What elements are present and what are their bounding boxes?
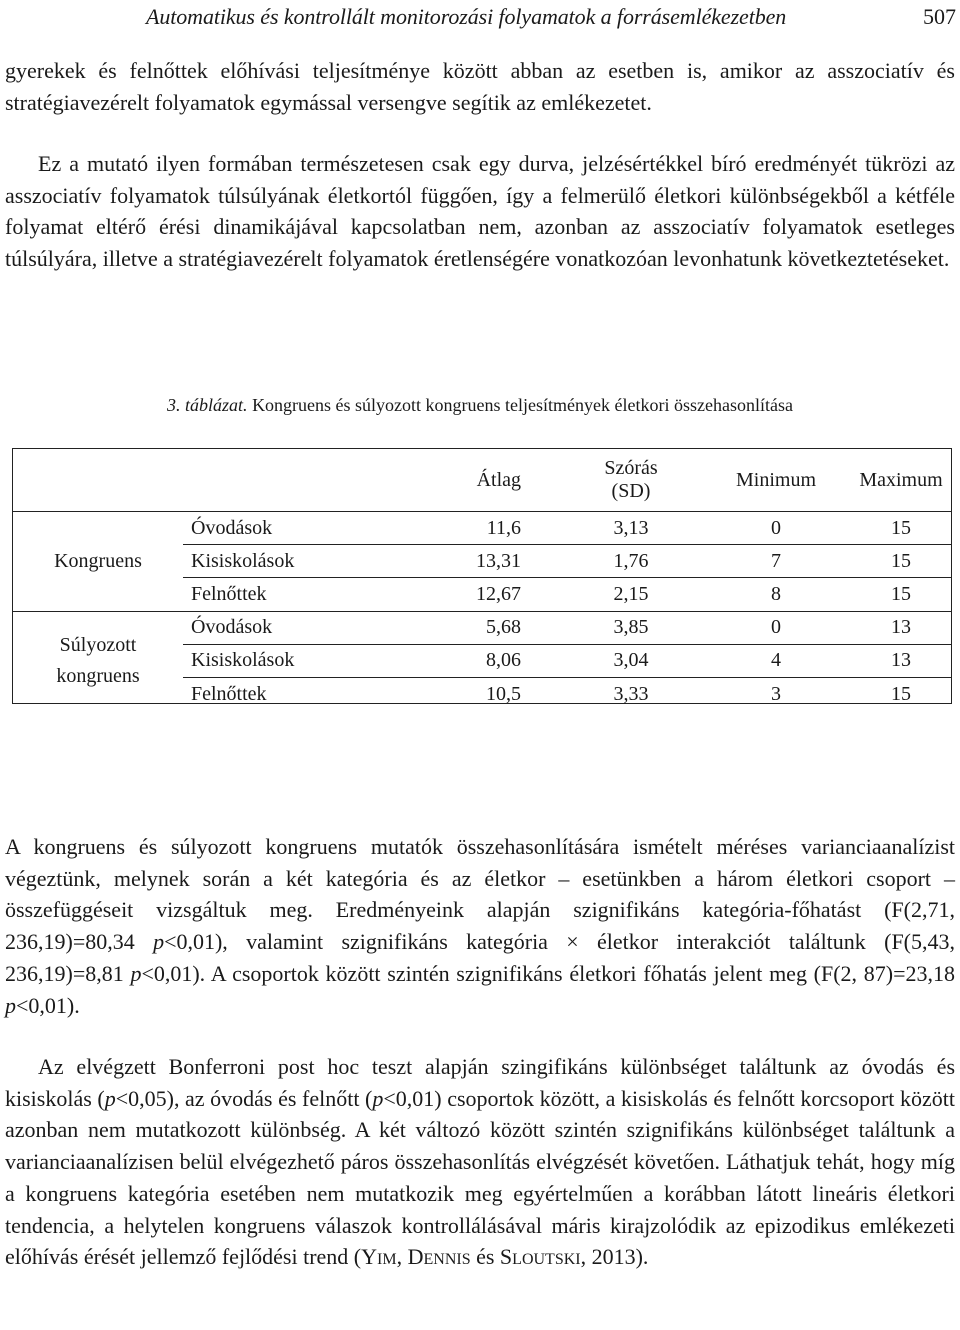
citation-author-smallcaps: IM bbox=[377, 1251, 397, 1269]
group-label-line1: Súlyozott bbox=[59, 633, 137, 656]
text-run: A kongruens és súlyozott kongruens mutatók összehasonlítására ismételt méréses varianciaanalízist végeztünk, melynek során a két kategória és az életkor – esetünkben a három életkori csoport – összefüggéseit vizsgáltuk meg. Eredményeink alapján szignifikáns kategória-főhatást (F(2,71, 236,19)=80,34 bbox=[5, 834, 955, 955]
citation-author-smallcaps: LOUTSKI bbox=[512, 1251, 581, 1269]
sd-value: 3,13 bbox=[561, 512, 701, 545]
text-run: <0,01). bbox=[16, 992, 80, 1018]
citation-author-initial: Y bbox=[361, 1244, 378, 1270]
header-minimum: Minimum bbox=[735, 468, 816, 491]
text-run: Az elvégzett Bonferroni post hoc teszt alapján szingifikáns különbséget találtunk az óvodás és kisiskolás ( bbox=[5, 1054, 955, 1111]
min-value: 7 bbox=[701, 545, 851, 578]
mean-value: 12,67 bbox=[371, 578, 561, 611]
max-value: 13 bbox=[851, 611, 951, 644]
p-symbol: p bbox=[372, 1085, 384, 1111]
sd-value: 3,04 bbox=[561, 644, 701, 677]
text-run: <0,01) csoportok között, a kisiskolás és felnőtt korcsoport között azonban nem mutatkozott különbség. A két változó között szintén szignifikáns különbséget találtunk a varianciaanalízisen belül elvégezhető páros összehasonlítás elvégzését követően. Láthatjuk tehát, hogy míg a kongruens kategória esetében nem mutatkozik meg egyértelműen a korábban látott lineáris életkori tendencia, a helytelen kongruens válaszok kontrollálásával máris kirajzolódik az epizodikus emlékezeti előhívás érését jellemző fejlődési trend ( bbox=[5, 1085, 956, 1270]
text-run: <0,01). A csoportok között szintén szignifikáns életkori főhatás jelent meg (F(2, 87)=23,18 bbox=[141, 960, 955, 986]
min-value: 8 bbox=[701, 578, 851, 611]
header-empty bbox=[13, 449, 183, 512]
min-value: 4 bbox=[701, 644, 851, 677]
p-symbol: p bbox=[5, 992, 16, 1018]
text-run: ). bbox=[635, 1244, 649, 1270]
results-table bbox=[12, 448, 952, 704]
citation-separator: és bbox=[470, 1244, 500, 1270]
max-value: 15 bbox=[851, 512, 951, 545]
paragraph-interpretation: Ez a mutató ilyen formában természetesen csak egy durva, jelzésértékkel bíró eredményét tükrözi az asszociatív folyamatok túlsúlyának életkortól függően, így a felmerülő életkori különbségekből a kétféle folyamat eltérő érési dinamikájával kapcsolatban nem, azonban az asszociatív folyamatok esetleges túlsúlyára, illetve a stratégiavezérelt folyamatok éretlenségére vonatkozóan levonhatunk következtetéseket. bbox=[5, 151, 955, 272]
min-value: 0 bbox=[701, 611, 851, 644]
mean-value: 5,68 bbox=[371, 611, 561, 644]
mean-value: 8,06 bbox=[371, 644, 561, 677]
citation-author-initial: S bbox=[499, 1244, 513, 1270]
sd-value: 3,33 bbox=[561, 677, 701, 710]
mean-value: 10,5 bbox=[371, 677, 561, 710]
paragraph-continuation: gyerekek és felnőttek előhívási teljesítménye között abban az esetben is, amikor az asszociatív és stratégiavezérelt folyamatok egymással versengve segítik az emlékezetet. bbox=[5, 58, 955, 115]
max-value: 15 bbox=[851, 545, 951, 578]
table-row bbox=[13, 611, 951, 644]
header-maximum: Maximum bbox=[859, 468, 943, 491]
paragraph-anova-results bbox=[0, 831, 960, 1021]
paragraph-post-hoc bbox=[0, 1051, 960, 1276]
age-group: Felnőttek bbox=[183, 677, 371, 710]
header-empty bbox=[183, 449, 371, 512]
header-sd-line1: Szórás bbox=[604, 457, 658, 479]
citation-author-smallcaps: ENNIS bbox=[423, 1251, 471, 1269]
citation-author-initial: D bbox=[407, 1244, 424, 1270]
max-value: 15 bbox=[851, 677, 951, 710]
text-run: <0,01), valamint szignifikáns kategória × életkor interakciót találtunk (F(5,43, 236,19)=8,81 bbox=[5, 929, 956, 986]
mean-value: 11,6 bbox=[371, 512, 561, 545]
sd-value: 1,76 bbox=[561, 545, 701, 578]
table-caption-text: Kongruens és súlyozott kongruens teljesítmények életkori összehasonlítása bbox=[247, 395, 793, 415]
min-value: 0 bbox=[701, 512, 851, 545]
max-value: 13 bbox=[851, 644, 951, 677]
table-caption-label: 3. táblázat. bbox=[167, 395, 248, 415]
sd-value: 3,85 bbox=[561, 611, 701, 644]
text-run: <0,05), az óvodás és felnőtt ( bbox=[115, 1085, 373, 1111]
page-number: 507 bbox=[923, 4, 956, 29]
citation-separator: , bbox=[396, 1244, 408, 1270]
age-group: Felnőttek bbox=[183, 578, 371, 611]
group-label-sulyozott-kongruens bbox=[13, 611, 183, 710]
table-caption bbox=[0, 395, 960, 416]
p-symbol: p bbox=[153, 929, 165, 955]
age-group: Óvodások bbox=[183, 512, 371, 545]
min-value: 3 bbox=[701, 677, 851, 710]
table-header-row bbox=[13, 449, 951, 512]
mean-value: 13,31 bbox=[371, 545, 561, 578]
running-title: Automatikus és kontrollált monitorozási folyamatok a forrásemlékezetben bbox=[146, 4, 787, 29]
age-group: Óvodások bbox=[183, 611, 371, 644]
citation bbox=[361, 1244, 635, 1269]
header-sd-line2: (SD) bbox=[611, 480, 651, 502]
group-label-kongruens: Kongruens bbox=[13, 512, 183, 612]
sd-value: 2,15 bbox=[561, 578, 701, 611]
table-row bbox=[13, 512, 951, 545]
max-value: 15 bbox=[851, 578, 951, 611]
running-header bbox=[0, 0, 960, 34]
p-symbol: p bbox=[104, 1085, 116, 1111]
group-label-line2: kongruens bbox=[56, 664, 140, 687]
p-symbol: p bbox=[130, 960, 142, 986]
citation-year: , 2013 bbox=[580, 1244, 636, 1270]
header-sd bbox=[561, 449, 701, 512]
age-group: Kisiskolások bbox=[183, 644, 371, 677]
header-mean: Átlag bbox=[476, 468, 521, 491]
age-group: Kisiskolások bbox=[183, 545, 371, 578]
